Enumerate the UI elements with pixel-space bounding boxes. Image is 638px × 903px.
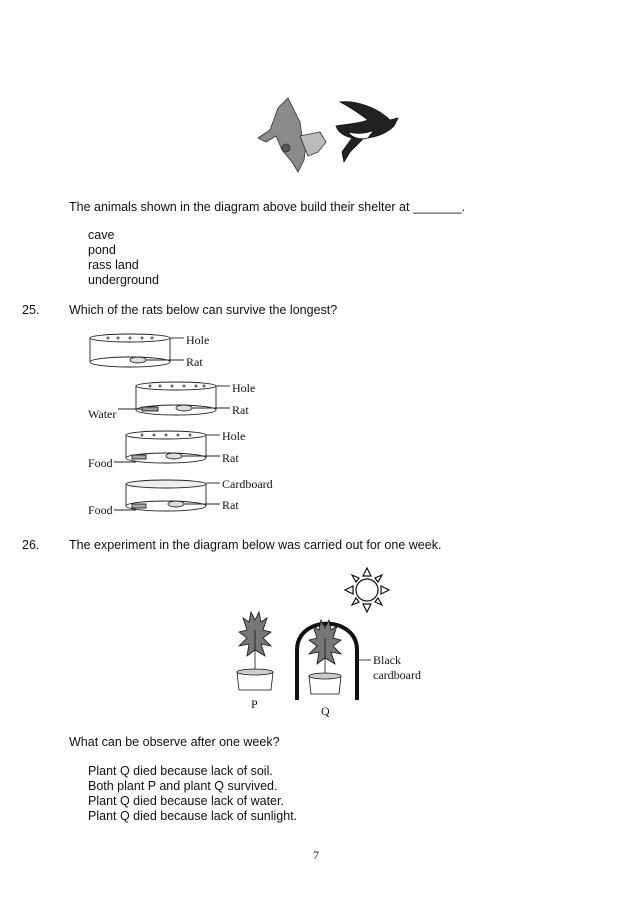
bat-illustration bbox=[258, 98, 326, 172]
label-plant-p: P bbox=[251, 697, 258, 711]
label-rat-d: Rat bbox=[222, 498, 239, 512]
plant-experiment-diagram bbox=[225, 560, 445, 720]
q26-option-1[interactable]: Plant Q died because lack of soil. bbox=[88, 764, 273, 778]
page-number: 7 bbox=[313, 848, 319, 862]
q26-stem: The experiment in the diagram below was carried out for one week. bbox=[69, 538, 442, 552]
q24-option-4[interactable]: underground bbox=[88, 273, 159, 287]
q26-question: What can be observe after one week? bbox=[69, 735, 280, 749]
label-hole-a: Hole bbox=[186, 333, 210, 347]
container-a bbox=[90, 334, 184, 367]
label-plant-q: Q bbox=[321, 704, 330, 718]
label-food-c: Food bbox=[88, 456, 113, 470]
q24-option-2[interactable]: pond bbox=[88, 243, 116, 257]
label-hole-b: Hole bbox=[232, 381, 256, 395]
q26-option-2[interactable]: Both plant P and plant Q survived. bbox=[88, 779, 278, 793]
plant-p-illustration bbox=[237, 612, 273, 690]
q24-stem: The animals shown in the diagram above build their shelter at _______. bbox=[69, 200, 466, 214]
plant-q-illustration bbox=[297, 620, 371, 700]
label-rat-b: Rat bbox=[232, 403, 249, 417]
label-cardboard-q26: cardboard bbox=[373, 668, 421, 682]
q26-option-3[interactable]: Plant Q died because lack of water. bbox=[88, 794, 284, 808]
label-hole-c: Hole bbox=[222, 429, 246, 443]
swallow-illustration bbox=[336, 102, 398, 162]
container-d bbox=[114, 480, 220, 511]
rat-containers-diagram bbox=[80, 330, 310, 520]
container-b bbox=[118, 382, 230, 415]
label-cardboard: Cardboard bbox=[222, 477, 273, 491]
q25-number: 25. bbox=[22, 303, 40, 317]
q26-number: 26. bbox=[22, 538, 40, 552]
q24-option-1[interactable]: cave bbox=[88, 228, 115, 242]
label-water: Water bbox=[88, 407, 117, 421]
container-c bbox=[114, 431, 220, 463]
q25-stem: Which of the rats below can survive the longest? bbox=[69, 303, 338, 317]
label-black: Black bbox=[373, 653, 401, 667]
label-rat-a: Rat bbox=[186, 355, 203, 369]
bat-and-bird-figure bbox=[248, 90, 408, 185]
sun-icon bbox=[345, 568, 389, 612]
q24-option-3[interactable]: rass land bbox=[88, 258, 139, 272]
label-rat-c: Rat bbox=[222, 451, 239, 465]
label-food-d: Food bbox=[88, 503, 113, 517]
q26-option-4[interactable]: Plant Q died because lack of sunlight. bbox=[88, 809, 298, 823]
